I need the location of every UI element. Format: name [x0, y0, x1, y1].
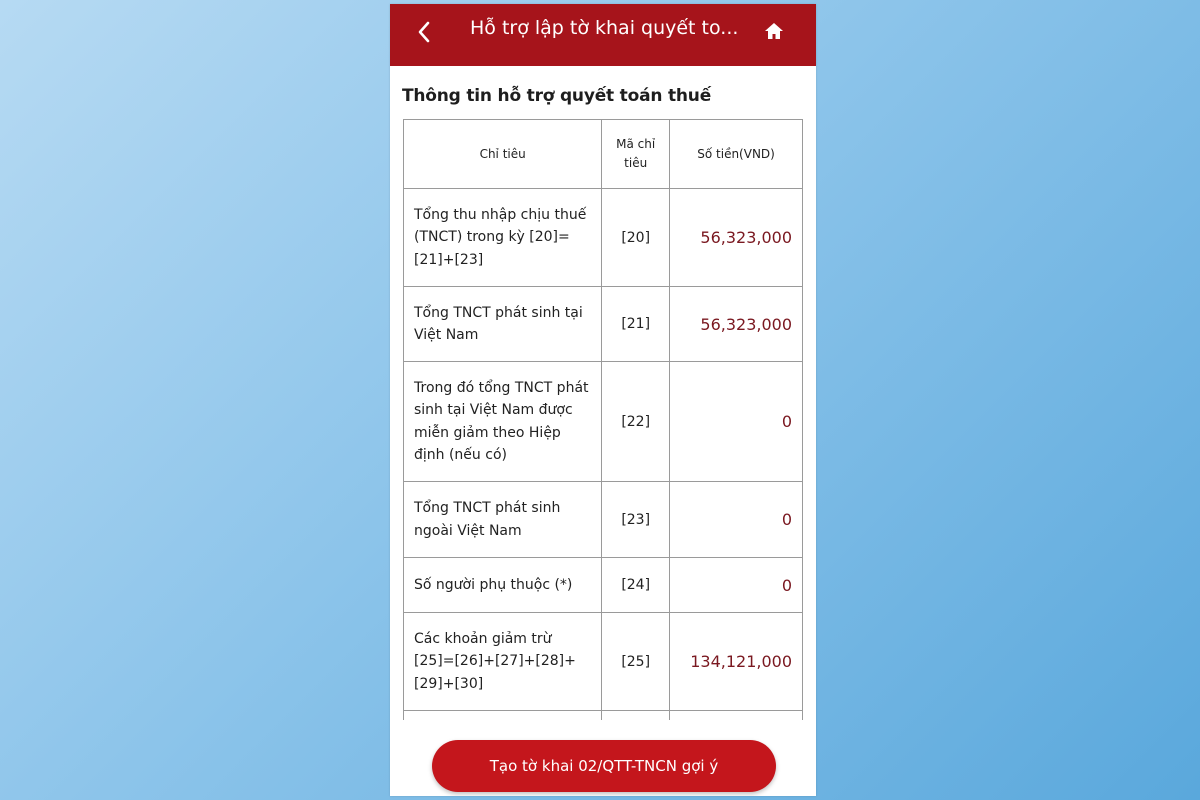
table-row [404, 711, 803, 721]
row-amount: 56,323,000 [670, 189, 803, 287]
tax-info-table [403, 119, 803, 720]
row-code: [22] [602, 362, 670, 482]
header-code: Mã chỉ tiêu [602, 120, 670, 189]
row-amount: 0 [670, 482, 803, 558]
section-title: Thông tin hỗ trợ quyết toán thuế [402, 86, 712, 106]
row-code: [23] [602, 482, 670, 558]
content-area[interactable] [390, 66, 816, 720]
row-label [404, 711, 602, 721]
table-row [404, 482, 803, 558]
bottom-action-bar [390, 720, 816, 796]
table-row [404, 558, 803, 613]
row-amount [670, 711, 803, 721]
row-label: Tổng TNCT phát sinh ngoài Việt Nam [404, 482, 602, 558]
row-code: [21] [602, 287, 670, 362]
table-row [404, 287, 803, 362]
table-row [404, 362, 803, 482]
row-amount: 0 [670, 362, 803, 482]
row-code: [20] [602, 189, 670, 287]
row-amount: 134,121,000 [670, 613, 803, 711]
row-amount: 0 [670, 558, 803, 613]
row-code [602, 711, 670, 721]
row-label: Số người phụ thuộc (*) [404, 558, 602, 613]
home-icon [764, 22, 784, 40]
row-label: Tổng thu nhập chịu thuế (TNCT) trong kỳ [20]=[21]+[23] [404, 189, 602, 287]
back-button[interactable] [410, 16, 438, 48]
row-code: [24] [602, 558, 670, 613]
row-label: Các khoản giảm trừ [25]=[26]+[27]+[28]+[29]+[30] [404, 613, 602, 711]
row-code: [25] [602, 613, 670, 711]
table-header-row [404, 120, 803, 189]
header-amount: Số tiền(VND) [670, 120, 803, 189]
create-declaration-button[interactable]: Tạo tờ khai 02/QTT-TNCN gợi ý [432, 740, 776, 792]
chevron-left-icon [417, 21, 431, 43]
table-row [404, 189, 803, 287]
app-bar-title: Hỗ trợ lập tờ khai quyết to... [470, 17, 739, 39]
table-row [404, 613, 803, 711]
home-button[interactable] [762, 16, 786, 46]
row-label: Trong đó tổng TNCT phát sinh tại Việt Nam được miễn giảm theo Hiệp định (nếu có) [404, 362, 602, 482]
row-label: Tổng TNCT phát sinh tại Việt Nam [404, 287, 602, 362]
header-indicator: Chỉ tiêu [404, 120, 602, 189]
phone-screen [390, 4, 816, 796]
app-bar [390, 4, 816, 66]
row-amount: 56,323,000 [670, 287, 803, 362]
